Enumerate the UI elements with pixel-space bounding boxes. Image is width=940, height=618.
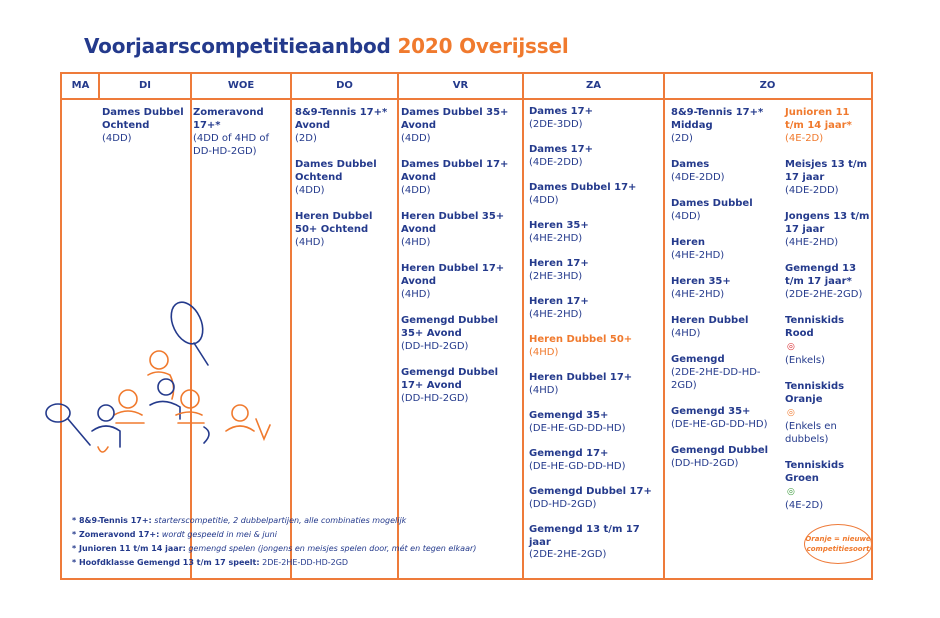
competition-code: (4HD) bbox=[529, 384, 559, 396]
competition-code: (DD-HD-2GD) bbox=[529, 498, 597, 510]
competition-entry bbox=[529, 372, 661, 397]
competition-name: Heren Dubbel 17+ bbox=[529, 372, 633, 383]
red-ball-icon: ◎ bbox=[787, 342, 795, 352]
competition-entry bbox=[102, 106, 188, 145]
competition-code: (4HD) bbox=[295, 237, 325, 248]
competition-name: Meisjes 13 t/m 17 jaar bbox=[785, 159, 868, 183]
competition-code: (4HE-2HD) bbox=[785, 237, 839, 248]
competition-code: (4HE-2HD) bbox=[529, 232, 583, 244]
competition-entry bbox=[401, 366, 521, 405]
competition-name: 8&9-Tennis 17+* Avond bbox=[295, 107, 388, 131]
competition-name: Heren Dubbel 50+ bbox=[529, 334, 633, 345]
competition-name: Gemengd Dubbel 17+ bbox=[529, 486, 652, 497]
title-highlight: 2020 Overijssel bbox=[397, 34, 569, 58]
competition-entry bbox=[785, 380, 871, 446]
competition-entry bbox=[529, 296, 661, 321]
competition-name: Heren 35+ bbox=[671, 276, 731, 287]
competition-name: Heren Dubbel 50+ Ochtend bbox=[295, 211, 373, 235]
column-do bbox=[295, 106, 395, 262]
footnote: * Hoofdklasse Gemengd 13 t/m 17 speelt: 2DE-2HE-DD-HD-2GD bbox=[72, 558, 349, 567]
green-ball-icon: ◎ bbox=[787, 487, 795, 497]
competition-code: (DD-HD-2GD) bbox=[401, 393, 469, 404]
competition-entry bbox=[671, 158, 771, 184]
footnotes bbox=[72, 514, 476, 570]
competition-code: (4HE-2HD) bbox=[671, 250, 725, 261]
divider bbox=[98, 74, 100, 98]
competition-entry bbox=[295, 106, 395, 145]
competition-code: (2DE-2HE-2GD) bbox=[785, 289, 863, 300]
divider bbox=[663, 74, 665, 578]
competition-code: (DE-HE-GD-DD-HD) bbox=[529, 460, 626, 472]
competition-entry bbox=[671, 106, 771, 145]
competition-entry bbox=[529, 334, 661, 359]
competition-name: Heren Dubbel 17+ Avond bbox=[401, 263, 505, 287]
competition-name: Tenniskids Groen bbox=[785, 460, 845, 484]
competition-entry bbox=[671, 275, 771, 301]
competition-entry bbox=[671, 353, 771, 392]
legend-new-type: Oranje = nieuwe competitiesoort bbox=[804, 524, 872, 564]
competition-entry bbox=[401, 314, 521, 353]
orange-ball-icon: ◎ bbox=[787, 408, 795, 418]
competition-code: (DD-HD-2GD) bbox=[401, 341, 469, 352]
competition-name: Gemengd 35+ bbox=[671, 406, 751, 417]
competition-entry bbox=[785, 106, 871, 145]
header-za: ZA bbox=[586, 80, 601, 91]
competition-code: (2HE-3HD) bbox=[529, 270, 583, 282]
competition-name: Gemengd Dubbel 35+ Avond bbox=[401, 315, 499, 339]
header-vr: VR bbox=[452, 80, 469, 91]
competition-entry bbox=[785, 210, 871, 249]
table-header bbox=[62, 74, 871, 100]
competition-entry bbox=[785, 314, 871, 367]
competition-name: Dames Dubbel Ochtend bbox=[102, 107, 184, 131]
competition-name: Heren Dubbel 35+ Avond bbox=[401, 211, 505, 235]
header-zo: ZO bbox=[759, 80, 776, 91]
competition-code: (Enkels) bbox=[785, 355, 826, 366]
competition-entry bbox=[295, 210, 395, 249]
competition-name: Heren Dubbel bbox=[671, 315, 749, 326]
column-zo-left bbox=[671, 106, 771, 483]
divider bbox=[290, 74, 292, 578]
competition-code: (4DD) bbox=[102, 133, 132, 144]
competition-code: (DE-HE-GD-DD-HD) bbox=[671, 419, 768, 430]
header-di: DI bbox=[138, 80, 152, 91]
competition-entry bbox=[529, 182, 661, 207]
competition-entry bbox=[529, 220, 661, 245]
competition-code: (DD-HD-2GD) bbox=[671, 458, 739, 469]
competition-name: Heren 35+ bbox=[529, 220, 589, 231]
competition-entry bbox=[401, 262, 521, 301]
competition-entry bbox=[671, 314, 771, 340]
competition-name: Dames Dubbel Ochtend bbox=[295, 159, 377, 183]
competition-code: (DE-HE-GD-DD-HD) bbox=[529, 422, 626, 434]
competition-code: (4E-2D) bbox=[785, 133, 824, 144]
competition-name: Tenniskids Oranje bbox=[785, 381, 845, 405]
competition-entry bbox=[529, 410, 661, 435]
competition-name: Dames 17+ bbox=[529, 106, 593, 117]
column-di bbox=[102, 106, 188, 158]
header-ma: MA bbox=[71, 80, 90, 91]
competition-code: (Enkels en dubbels) bbox=[785, 421, 837, 445]
competition-code: (4HD) bbox=[401, 289, 431, 300]
competition-name: Gemengd 35+ bbox=[529, 410, 609, 421]
competition-entry bbox=[785, 262, 871, 301]
divider bbox=[397, 74, 399, 578]
competition-code: (4HE-2HD) bbox=[529, 308, 583, 320]
column-za bbox=[529, 106, 661, 575]
header-woe: WOE bbox=[227, 80, 255, 91]
tennis-players-illustration bbox=[44, 295, 274, 465]
competition-entry bbox=[529, 106, 661, 131]
competition-name: Zomeravond 17+* bbox=[193, 107, 264, 131]
competition-entry bbox=[529, 524, 661, 562]
competition-name: Jongens 13 t/m 17 jaar bbox=[785, 211, 870, 235]
competition-code: (4DD) bbox=[671, 211, 701, 222]
competition-name: Dames bbox=[671, 159, 710, 170]
competition-name: Heren bbox=[671, 237, 705, 248]
competition-name: Gemengd 13 t/m 17 jaar* bbox=[785, 263, 857, 287]
competition-name: Junioren 11 t/m 14 jaar* bbox=[785, 107, 852, 131]
competition-code: (4DE-2DD) bbox=[671, 172, 725, 183]
competition-code: (2DE-3DD) bbox=[529, 118, 583, 130]
competition-entry bbox=[671, 405, 771, 431]
competition-code: (4DE-2DD) bbox=[785, 185, 839, 196]
competition-code: (4HE-2HD) bbox=[671, 289, 725, 300]
competition-name: Gemengd bbox=[671, 354, 725, 365]
competition-entry bbox=[529, 486, 661, 511]
competition-code: (2D) bbox=[295, 133, 317, 144]
competition-code: (4DD of 4HD of DD-HD-2GD) bbox=[193, 133, 270, 157]
competition-entry bbox=[671, 197, 771, 223]
footnote: * Junioren 11 t/m 14 jaar: gemengd spelen (jongens en meisjes spelen door, mét en tegen elkaar) bbox=[72, 544, 477, 553]
competition-code: (2D) bbox=[671, 133, 693, 144]
competition-entry bbox=[295, 158, 395, 197]
competition-name: Dames Dubbel bbox=[671, 198, 753, 209]
competition-entry bbox=[529, 258, 661, 283]
competition-entry bbox=[401, 158, 521, 197]
competition-name: Heren 17+ bbox=[529, 258, 589, 269]
competition-code: (4E-2D) bbox=[785, 500, 824, 511]
competition-code: (4DD) bbox=[529, 194, 559, 206]
competition-entry bbox=[401, 210, 521, 249]
column-zo-right bbox=[785, 106, 871, 525]
divider bbox=[522, 74, 524, 578]
title-main: Voorjaarscompetitieaanbod bbox=[84, 34, 391, 58]
competition-code: (4DD) bbox=[401, 185, 431, 196]
footnote: * 8&9-Tennis 17+: starterscompetitie, 2 dubbelpartijen, alle combinaties mogelijk bbox=[72, 516, 407, 525]
footnote: * Zomeravond 17+: wordt gespeeld in mei & juni bbox=[72, 530, 277, 539]
competition-entry bbox=[401, 106, 521, 145]
competition-code: (4HD) bbox=[671, 328, 701, 339]
column-vr bbox=[401, 106, 521, 418]
competition-name: Heren 17+ bbox=[529, 296, 589, 307]
competition-entry bbox=[671, 444, 771, 470]
competition-code: (2DE-2HE-DD-HD-2GD) bbox=[671, 367, 761, 391]
competition-name: Dames 17+ bbox=[529, 144, 593, 155]
competition-code: (4HD) bbox=[529, 346, 559, 358]
competition-entry bbox=[671, 236, 771, 262]
competition-name: Gemengd 17+ bbox=[529, 448, 609, 459]
competition-entry bbox=[529, 144, 661, 169]
competition-name: Gemengd Dubbel bbox=[671, 445, 769, 456]
competition-code: (4DD) bbox=[295, 185, 325, 196]
competition-name: Gemengd Dubbel 17+ Avond bbox=[401, 367, 499, 391]
competition-code: (4HD) bbox=[401, 237, 431, 248]
page-title bbox=[84, 34, 568, 58]
competition-name: 8&9-Tennis 17+* Middag bbox=[671, 107, 764, 131]
competition-code: (4DD) bbox=[401, 133, 431, 144]
competition-name: Dames Dubbel 17+ Avond bbox=[401, 159, 509, 183]
column-woe bbox=[193, 106, 289, 171]
competition-entry bbox=[193, 106, 289, 158]
competition-entry bbox=[785, 158, 871, 197]
competition-name: Gemengd 13 t/m 17 jaar bbox=[529, 524, 640, 548]
competition-entry bbox=[785, 459, 871, 512]
competition-code: (4DE-2DD) bbox=[529, 156, 583, 168]
competition-name: Tenniskids Rood bbox=[785, 315, 845, 339]
competition-entry bbox=[529, 448, 661, 473]
competition-name: Dames Dubbel 17+ bbox=[529, 182, 637, 193]
header-do: DO bbox=[336, 80, 353, 91]
competition-code: (2DE-2HE-2GD) bbox=[529, 549, 607, 560]
competition-name: Dames Dubbel 35+ Avond bbox=[401, 107, 509, 131]
